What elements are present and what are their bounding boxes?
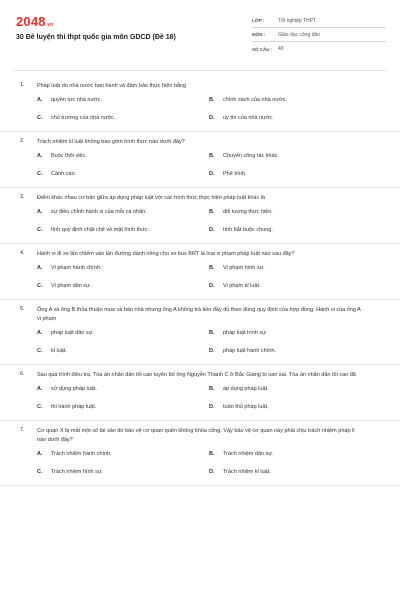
- option-text: Cảnh cáo.: [51, 171, 77, 177]
- answer-option[interactable]: [209, 329, 369, 337]
- answer-option[interactable]: [37, 347, 209, 355]
- answer-option[interactable]: [37, 170, 209, 178]
- question-number: 2.: [20, 138, 25, 144]
- meta-label: SỐ CÂU :: [252, 46, 273, 52]
- option-letter: B.: [209, 209, 215, 215]
- question-number: 4.: [20, 250, 25, 256]
- option-letter: B.: [209, 386, 215, 392]
- option-text: tuân thủ pháp luật.: [223, 404, 269, 410]
- option-text: pháp luật dân sự.: [51, 330, 94, 336]
- meta-value: Giáo dục công dân: [278, 31, 320, 38]
- question-item: [0, 188, 400, 244]
- option-letter: A.: [37, 386, 43, 392]
- option-text: Vi phạm dân sự.: [51, 283, 92, 289]
- option-text: Vi phạm kỉ luật.: [223, 283, 261, 289]
- answer-options: [37, 264, 382, 299]
- site-logo[interactable]: [16, 14, 54, 29]
- answer-options: [37, 385, 382, 420]
- option-text: thi hành pháp luật.: [51, 404, 97, 410]
- option-letter: C.: [37, 171, 43, 177]
- answer-options: [37, 152, 382, 187]
- meta-value: 40: [278, 46, 284, 52]
- option-text: pháp luật hành chính.: [223, 348, 276, 354]
- answer-option[interactable]: [209, 170, 369, 178]
- answer-option[interactable]: [37, 385, 209, 393]
- option-letter: D.: [209, 469, 215, 475]
- answer-option[interactable]: [37, 208, 209, 216]
- answer-option[interactable]: [37, 226, 209, 234]
- answer-option[interactable]: [209, 403, 369, 411]
- option-text: uy tín của nhà nước.: [223, 115, 274, 121]
- option-letter: B.: [209, 451, 215, 457]
- option-letter: C.: [37, 283, 43, 289]
- question-stem: [20, 365, 382, 380]
- option-text: Trách nhiệm hành chính.: [51, 451, 112, 457]
- option-text: áp dụng pháp luật.: [223, 386, 269, 392]
- answer-option[interactable]: [209, 282, 369, 290]
- question-text: Trách nhiệm kỉ luật không bao gồm hình thức nào dưới đây?: [37, 139, 185, 145]
- option-text: Buộc thôi việc.: [51, 153, 87, 159]
- option-letter: A.: [37, 153, 43, 159]
- option-letter: D.: [209, 348, 215, 354]
- page-header: [0, 0, 400, 70]
- option-text: tính bắt buộc chung.: [223, 227, 273, 233]
- option-text: Trách nhiệm hình sự.: [51, 469, 104, 475]
- option-letter: A.: [37, 330, 43, 336]
- header-divider: [14, 70, 386, 71]
- question-text: Điểm khác nhau cơ bản giữa áp dụng pháp luật với các hình thức thực hiện pháp luật khác là: [37, 195, 266, 201]
- question-text: Cơ quan X bị mất một số tài sản do bảo vệ cơ quan quên không khóa cổng. Vậy bảo vệ cơ quan này phải chịu trách nhiệm pháp lí nào dưới đây?: [37, 428, 355, 443]
- option-letter: D.: [209, 283, 215, 289]
- exam-title: 30 Đề luyện thi thpt quốc gia môn GDCD (Đề 18): [16, 34, 176, 41]
- question-number: 5.: [20, 306, 25, 312]
- answer-option[interactable]: [209, 385, 369, 393]
- question-number: 3.: [20, 194, 25, 200]
- question-text: Ông A và ông B thỏa thuận mua và bán nhà nhưng ông A không trả tiền đầy đủ theo đúng quy định của hợp đồng. Hành vi của ông A vi phạm: [37, 307, 361, 322]
- question-stem: [20, 421, 382, 445]
- question-item: [0, 244, 400, 300]
- option-text: chủ trương của nhà nước.: [51, 115, 116, 121]
- answer-option[interactable]: [209, 152, 369, 160]
- option-text: tính quy định chặt chẽ về mặt hình thức.: [51, 227, 150, 233]
- option-letter: C.: [37, 115, 43, 121]
- question-item: [0, 365, 400, 421]
- answer-option[interactable]: [37, 468, 209, 476]
- meta-row-subject: [252, 28, 386, 42]
- option-letter: D.: [209, 404, 215, 410]
- option-letter: D.: [209, 171, 215, 177]
- option-text: Chuyển công tác khác.: [223, 153, 279, 159]
- question-stem: [20, 244, 382, 259]
- option-letter: A.: [37, 265, 43, 271]
- option-letter: C.: [37, 227, 43, 233]
- option-text: Trách nhiệm dân sự.: [223, 451, 274, 457]
- answer-option[interactable]: [37, 264, 209, 272]
- logo-text: 2048: [16, 14, 46, 29]
- answer-option[interactable]: [37, 282, 209, 290]
- question-stem: [20, 132, 382, 147]
- option-letter: B.: [209, 265, 215, 271]
- meta-label: MÔN :: [252, 32, 266, 37]
- answer-options: [37, 208, 382, 243]
- answer-options: [37, 450, 382, 485]
- question-text: Hành vi đi xe lấn chiếm vào làn đường dành riêng cho xe bus BRT là loại vi phạm pháp luật nào sau đây?: [37, 251, 295, 257]
- option-text: chính sách của nhà nước.: [223, 97, 287, 103]
- answer-option[interactable]: [37, 114, 209, 122]
- option-text: Trách nhiệm kỉ luật.: [223, 469, 271, 475]
- question-number: 6.: [20, 371, 25, 377]
- option-text: kỉ luật.: [51, 348, 67, 354]
- option-letter: C.: [37, 404, 43, 410]
- answer-option[interactable]: [209, 347, 369, 355]
- answer-option[interactable]: [37, 450, 209, 458]
- option-letter: A.: [37, 451, 43, 457]
- option-letter: A.: [37, 209, 43, 215]
- option-text: quyền lực nhà nước.: [51, 97, 103, 103]
- option-letter: D.: [209, 115, 215, 121]
- exam-meta: [252, 14, 386, 56]
- option-text: Phê bình.: [223, 171, 247, 177]
- answer-options: [37, 329, 382, 364]
- question-number: 7.: [20, 427, 25, 433]
- meta-value: Tốt nghiệp THPT: [278, 17, 316, 24]
- option-letter: C.: [37, 348, 43, 354]
- question-item: [0, 76, 400, 132]
- answer-option[interactable]: [37, 152, 209, 160]
- option-letter: D.: [209, 227, 215, 233]
- meta-label: LỚP :: [252, 18, 265, 23]
- answer-option[interactable]: [37, 403, 209, 411]
- question-text: Pháp luật do nhà nước ban hành và đảm bảo thực hiện bằng: [37, 83, 187, 89]
- option-letter: B.: [209, 330, 215, 336]
- question-item: [0, 300, 400, 365]
- option-letter: B.: [209, 153, 215, 159]
- option-text: đối tượng thực hiện.: [223, 209, 273, 215]
- answer-option[interactable]: [209, 264, 369, 272]
- answer-option[interactable]: [209, 114, 369, 122]
- option-letter: C.: [37, 469, 43, 475]
- option-text: Vi phạm hình sự.: [223, 265, 265, 271]
- answer-option[interactable]: [37, 96, 209, 104]
- answer-option[interactable]: [209, 226, 369, 234]
- answer-option[interactable]: [209, 208, 369, 216]
- question-item: [0, 421, 400, 486]
- logo-domain: .vn: [45, 22, 54, 28]
- question-number: 1.: [20, 82, 25, 88]
- meta-row-count: [252, 42, 386, 56]
- answer-option[interactable]: [37, 329, 209, 337]
- question-stem: [20, 300, 382, 324]
- question-list: [0, 76, 400, 486]
- answer-option[interactable]: [209, 450, 369, 458]
- question-stem: [20, 188, 382, 203]
- question-text: Sau quá trình điều tra, Tòa án nhân dân tối cao tuyên bố ông Nguyễn Thanh C ở Bắc Giang bị oan sai. Tòa án nhân dân tối cao đã: [37, 372, 356, 378]
- option-letter: B.: [209, 97, 215, 103]
- option-text: Vi phạm hành chính.: [51, 265, 102, 271]
- question-item: [0, 132, 400, 188]
- meta-row-class: [252, 14, 386, 28]
- option-letter: A.: [37, 97, 43, 103]
- option-text: sự điều chỉnh hành vi của mỗi cá nhân.: [51, 209, 147, 215]
- option-text: sử dụng pháp luật.: [51, 386, 97, 392]
- option-text: pháp luật hình sự.: [223, 330, 268, 336]
- question-stem: [20, 76, 382, 91]
- answer-option[interactable]: [209, 96, 369, 104]
- answer-option[interactable]: [209, 468, 369, 476]
- answer-options: [37, 96, 382, 131]
